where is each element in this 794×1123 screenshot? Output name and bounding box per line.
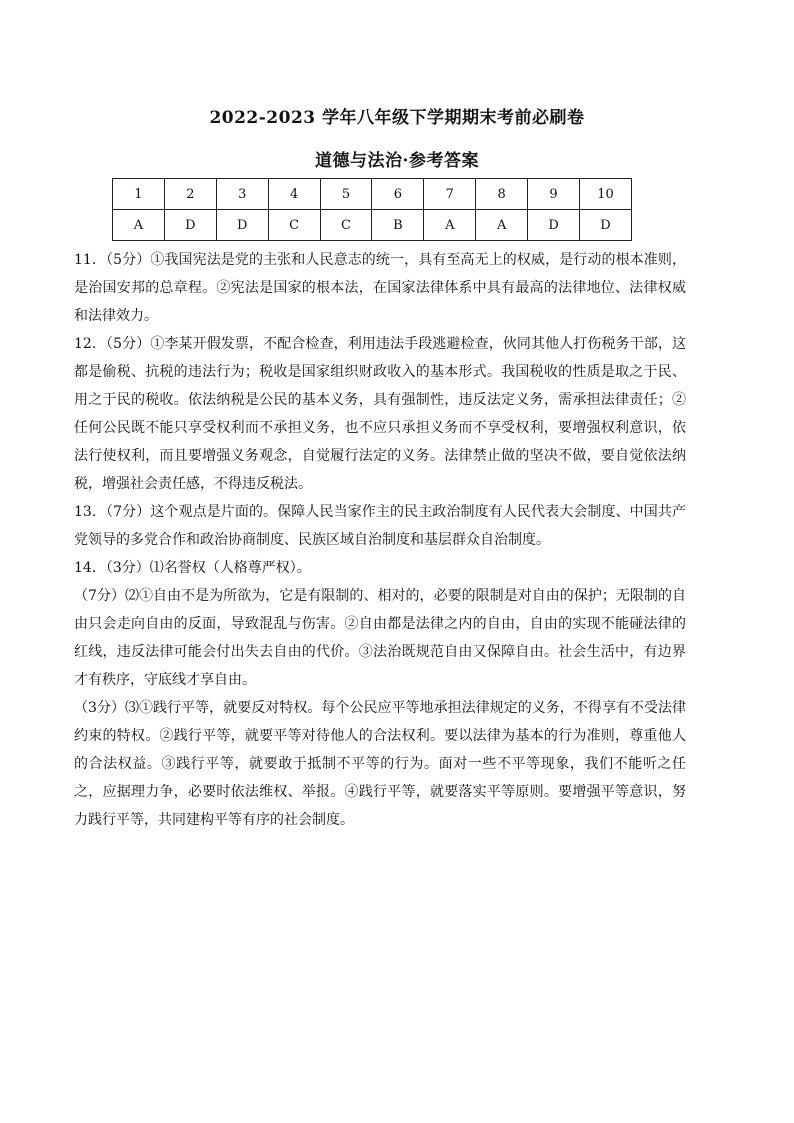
answer-paragraph-q13: 13．（7分）这个观点是片面的。保障人民当家作主的民主政治制度有人民代表大会制度、中国共产党领导的多党合作和政治协商制度、民族区域自治制度和基层群众自治制度。 [74, 504, 686, 548]
question-number-row [113, 179, 632, 210]
question-number-cell: 10 [580, 179, 632, 210]
document-subtitle: 道德与法治·参考答案 [315, 151, 479, 171]
question-number-cell: 5 [320, 179, 372, 210]
answer-paragraph-q14-3: （3分）⑶①践行平等，就要反对特权。每个公民应平等地承担法律规定的义务，不得享有不受法律约束的特权。②践行平等，就要平等对待他人的合法权利。要以法律为基本的行为准则，尊重他人的合法权益。③践行平等，就要敢于抵制不平等的行为。面对一些不平等现象，我们不能听之任之，应据理力争，必要时依法维权、举报。④践行平等，就要落实平等原则。要增强平等意识，努力践行平等，共同建构平等有序的社会制度。 [74, 700, 686, 828]
answer-paragraph-q12: 12．（5分）①李某开假发票，不配合检查，利用违法手段逃避检查，伙同其他人打伤税务干部，这都是偷税、抗税的违法行为；税收是国家组织财政收入的基本形式。我国税收的性质是取之于民、用之于民的税收。依法纳税是公民的基本义务，具有强制性，违反法定义务，需承担法律责任；②任何公民既不能只享受权利而不承担义务，也不应只承担义务而不享受权利，要增强权利意识，依法行使权利，而且要增强义务观念，自觉履行法定的义务。法律禁止做的坚决不做，要自觉依法纳税，增强社会责任感，不得违反税法。 [74, 336, 686, 492]
answer-cell: A [113, 210, 165, 241]
answer-row [113, 210, 632, 241]
answer-cell: D [164, 210, 216, 241]
answer-cell: A [424, 210, 476, 241]
answer-paragraph-q14-1: 14．（3分）⑴名誉权（人格尊严权）。 [74, 560, 311, 576]
answer-cell: D [528, 210, 580, 241]
question-number-cell: 3 [216, 179, 268, 210]
question-number-cell: 4 [268, 179, 320, 210]
question-number-cell: 6 [372, 179, 424, 210]
document-title: 2022-2023 学年八年级下学期期末考前必刷卷 [209, 108, 585, 128]
answer-paragraph-q11: 11．（5分）①我国宪法是党的主张和人民意志的统一，具有至高无上的权威，是行动的根本准则，是治国安邦的总章程。②宪法是国家的根本法，在国家法律体系中具有最高的法律地位、法律权威和法律效力。 [74, 252, 686, 324]
question-number-cell: 9 [528, 179, 580, 210]
question-number-cell: 1 [113, 179, 165, 210]
answer-cell: C [320, 210, 372, 241]
answer-key-table [112, 178, 632, 241]
answer-cell: A [476, 210, 528, 241]
answer-cell: B [372, 210, 424, 241]
question-number-cell: 7 [424, 179, 476, 210]
answer-explanations [74, 246, 686, 834]
answer-cell: C [268, 210, 320, 241]
answer-cell: D [580, 210, 632, 241]
answer-paragraph-q14-2: （7分）⑵①自由不是为所欲为，它是有限制的、相对的，必要的限制是对自由的保护；无限制的自由只会走向自由的反面，导致混乱与伤害。②自由都是法律之内的自由，自由的实现不能碰法律的红线，违反法律可能会付出失去自由的代价。③法治既规范自由又保障自由。社会生活中，有边界才有秩序，守底线才享自由。 [74, 588, 686, 688]
answer-cell: D [216, 210, 268, 241]
question-number-cell: 2 [164, 179, 216, 210]
question-number-cell: 8 [476, 179, 528, 210]
